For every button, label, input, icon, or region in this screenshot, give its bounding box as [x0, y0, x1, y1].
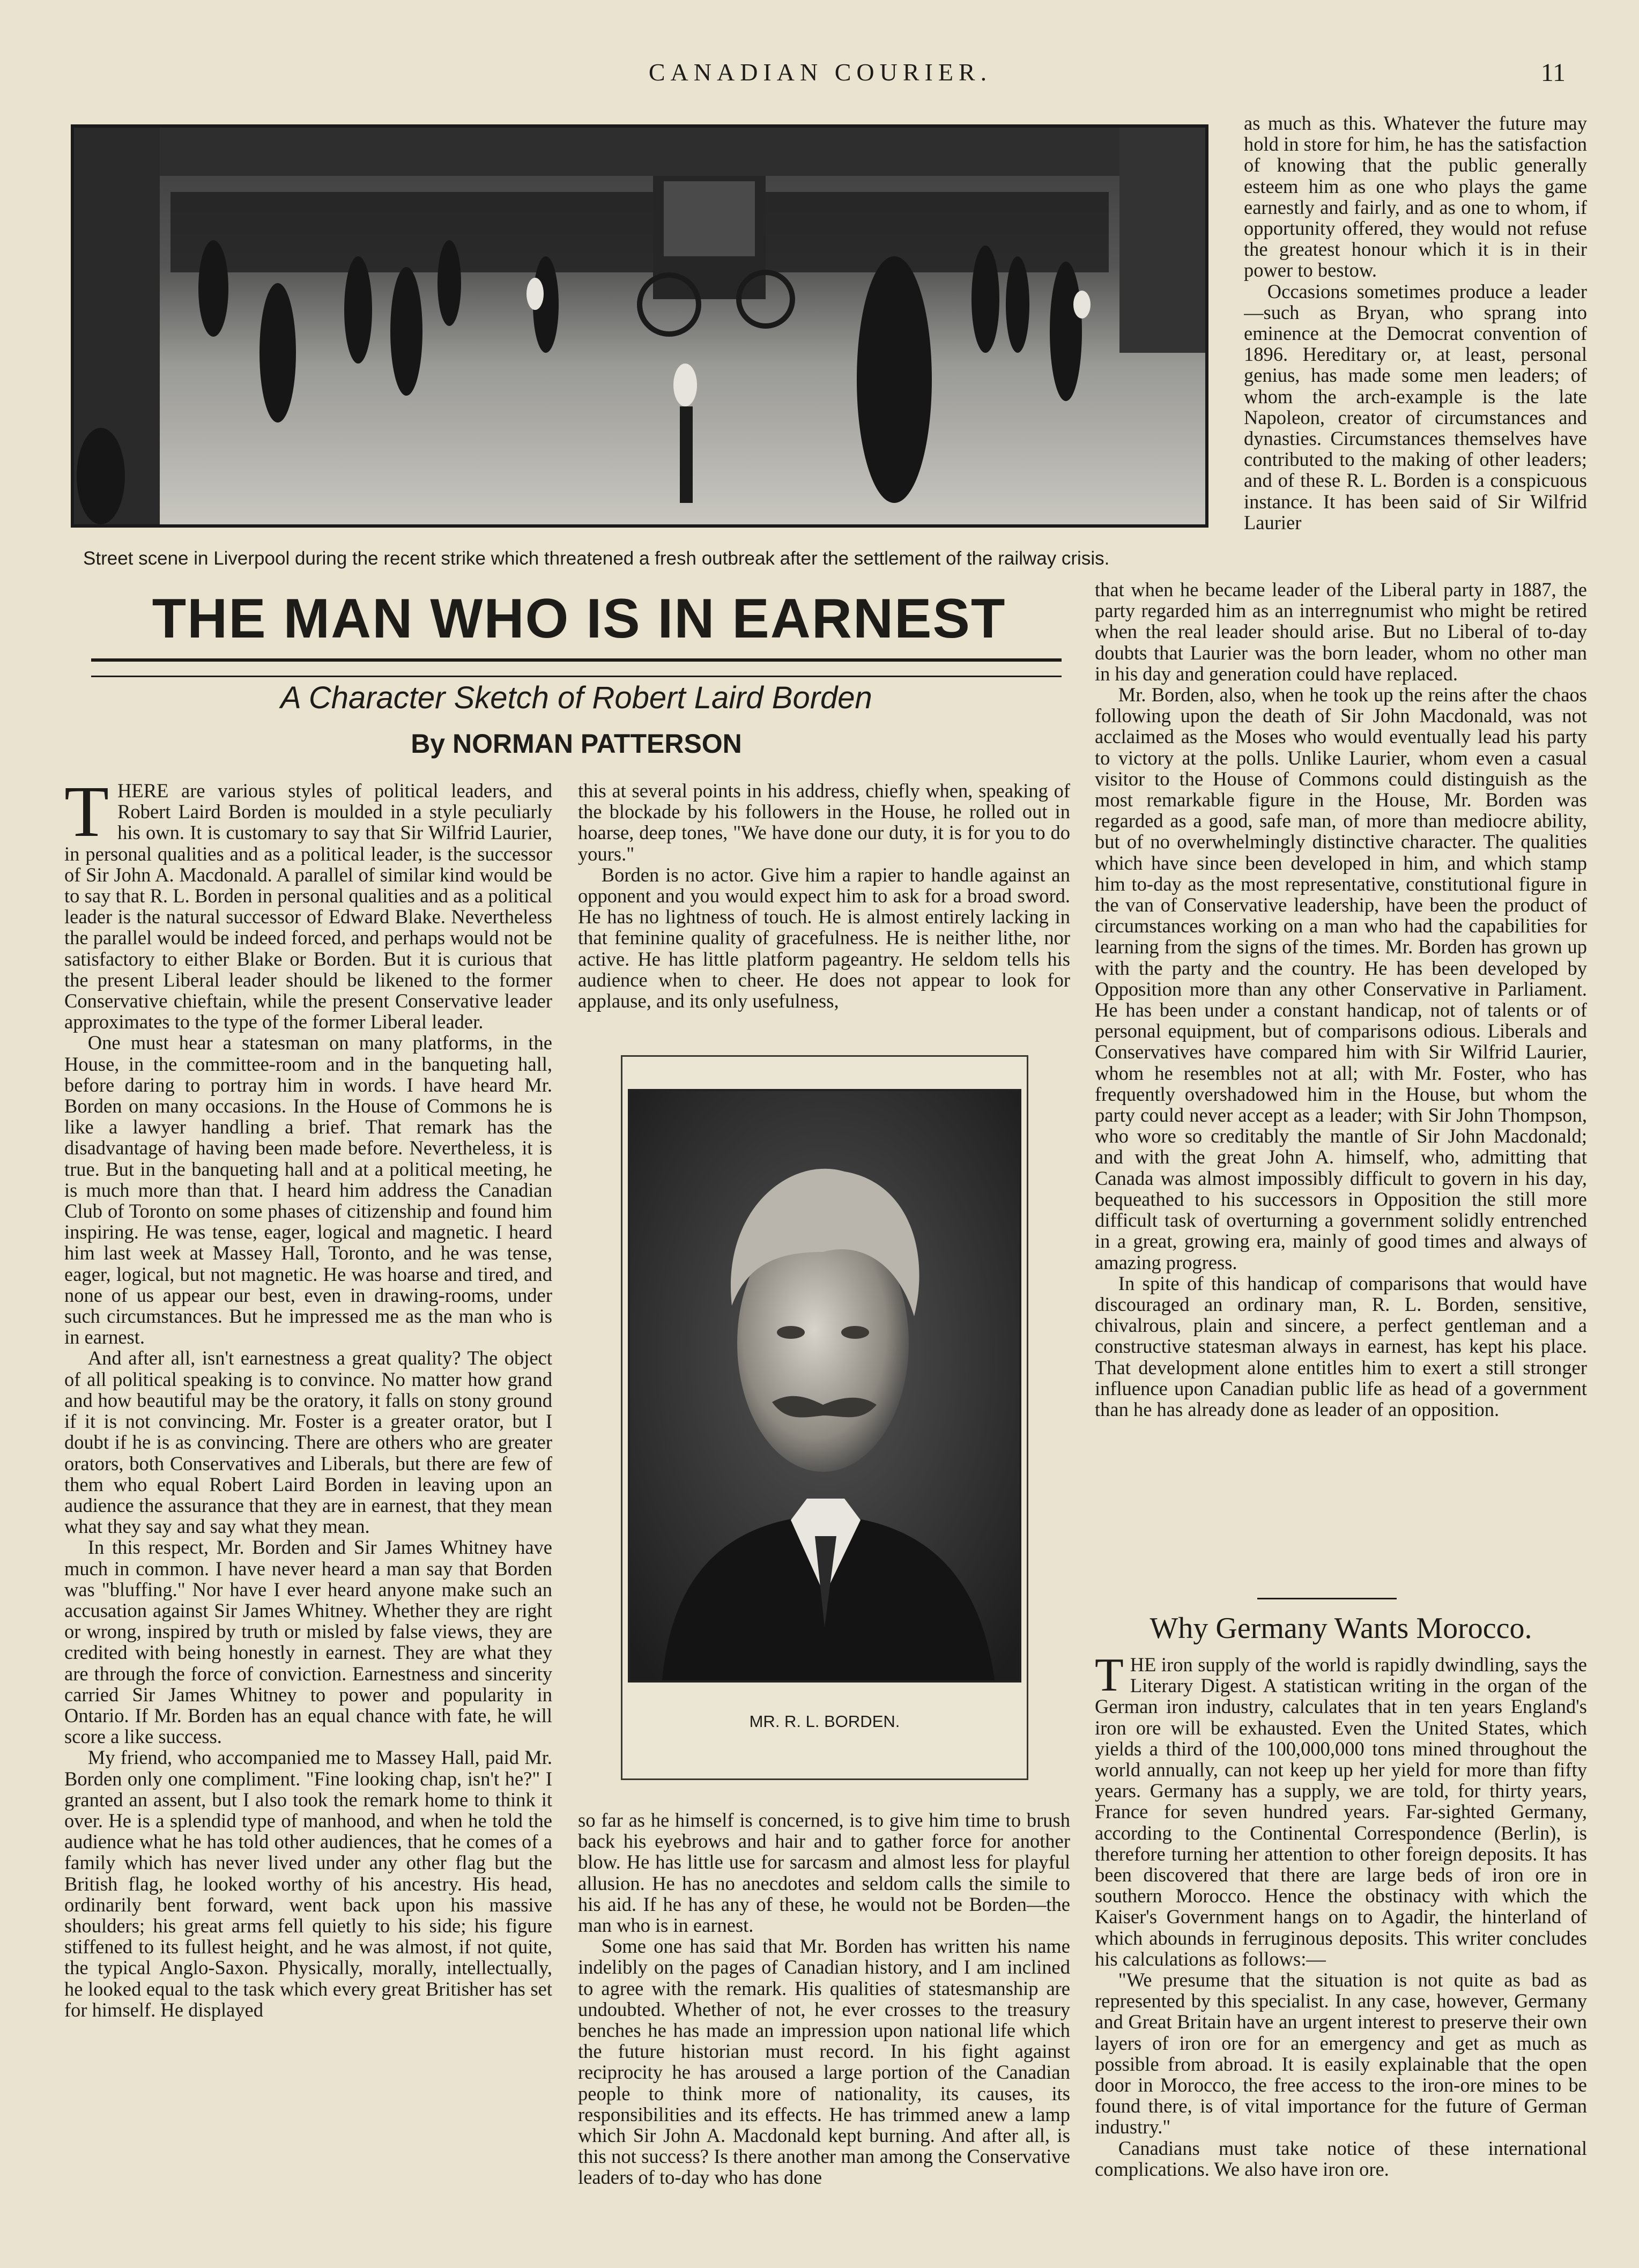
article-paragraph: that when he became leader of the Liberal party in 1887, the party regarded him as an interregnumist who might be retired when the real leader should arise. But no Liberal of to-day doubts that Laurier was the born leader, whom no other man in his day and generation could have replaced.: [1095, 579, 1587, 685]
section-divider: [1257, 1598, 1397, 1599]
article-paragraph: Mr. Borden, also, when he took up the reins after the chaos following upon the death of Sir John Macdonald, was not acclaimed as the Moses who would eventually lead his party to victory at the polls. Unlike Laurier, whom even a casual visitor to the House of Commons could distinguish as the most remarkable figure in the House, Mr. Borden was regarded as a good, safe man, of more than mediocre ability, but of no overwhelmingly distinctive character. The qualities which have since been developed in him, and which stamp him to-day as the most representative, constitutional figure in the van of Conservative leadership, have been the product of circumstances working on a man who had the capabilities for learning from the signs of the times. Mr. Borden has grown up with the party and the country. He has been developed by Opposition more than any other Conservative in Parliament. He has been under a constant handicap, not of talents or of personal equipment, but of comparisons odious. Liberals and Conservatives have compared him with Sir Wilfrid Laurier, whom he resembles not at all; with Mr. Foster, who has frequently overshadowed him in the House, but whom the party could never accept as a leader; with Sir John Thompson, who wore so creditably the mantle of Sir John Macdonald; and with the great John A. himself, who, admitting that Canada was almost impossibly difficult to govern in his day, bequeathed to his successors in Opposition the still more difficult task of overturning a government solidly entrenched in a great, growing era, mainly of good times and always of amazing progress.: [1095, 684, 1587, 1273]
article-subtitle: A Character Sketch of Robert Laird Borden: [280, 680, 872, 715]
drop-cap: T: [1095, 1654, 1124, 1701]
street-scene-image: [74, 128, 1205, 524]
article-paragraph: Borden is no actor. Give him a rapier to handle against an opponent and you would expect him to ask for a broad sword. He has no lightness of touch. He is almost entirely lacking in that feminine quality of gracefulness. He is neither lithe, nor active. He has little platform pageantry. He seldom tells his audience when to cheer. He does not appear to look for applause, and its only usefulness,: [578, 863, 1070, 1012]
article-paragraph: One must hear a statesman on many platforms, in the House, in the committee-room and in the banqueting hall, before daring to portray him in words. I have heard Mr. Borden on many occasions. In the House of Commons he is like a lawyer handling a brief. That remark has the disadvantage of having been made before. Nevertheless, it is true. But in the banqueting hall and at a political meeting, he is much more than that. I heard him address the Canadian Club of Toronto on some phases of citizenship and found him inspiring. He was tense, eager, logical and magnetic. I heard him last week at Massey Hall, Toronto, and he was tense, eager, logical, but not magnetic. He was hoarse and tired, and none of us appear our best, even in drawing-rooms, under such circumstances. But he impressed me as the man who is in earnest.: [64, 1032, 552, 1348]
sidebar-paragraph: Canadians must take notice of these international complications. We also have iron ore.: [1095, 2137, 1587, 2180]
article-paragraph: My friend, who accompanied me to Massey Hall, paid Mr. Borden only one compliment. "Fine looking chap, isn't he?" I granted an assent, but I also took the remark home to think it over. He is a splendid type of manhood, and when he told the audience what he has told other audiences, that he comes of a family which has never lived under any other flag but the British flag, he looked worthy of his ancestry. His head, ordinarily bent forward, went back upon his massive shoulders; his great arms fell quietly to his side; his figure stiffened to its fullest height, and he was almost, if not quite, the typical Anglo-Saxon. Physically, morally, intellectually, he looked equal to the task which every great Britisher has set for himself. He displayed: [64, 1746, 552, 2021]
article-paragraph: so far as he himself is concerned, is to give him time to brush back his eyebrows and hair and to gather force for another blow. He has little use for sarcasm and almost less for playful allusion. He has no anecdotes and seldom calls the simile to his aid. If he has any of these, he would not be Borden—the man who is in earnest.: [578, 1810, 1070, 1937]
article-byline: By NORMAN PATTERSON: [411, 729, 742, 759]
article-column-2-bottom: [578, 1810, 1070, 2260]
article-paragraph: In spite of this handicap of comparisons that would have discouraged an ordinary man, R. L. Borden, sensitive, chivalrous, plain and sincere, a perfect gentleman and a constructive statesman always in earnest, has kept his place. That development alone entitles him to exert a still stronger influence upon Canadian public life as head of a government than he has already done as leader of an opposition.: [1095, 1272, 1587, 1420]
page-header: [0, 58, 1639, 95]
article-column-3-middle: [1095, 579, 1587, 1590]
title-rule: [91, 658, 1062, 677]
portrait-caption: MR. R. L. BORDEN.: [749, 1712, 900, 1731]
article-column-3-top: [1244, 113, 1587, 584]
portrait-photo: [628, 1089, 1021, 1683]
article-paragraph: this at several points in his address, chiefly when, speaking of the blockade by his followers in the House, he rolled out in hoarse, deep tones, "We have done our duty, it is for you to do yours.": [578, 780, 1070, 865]
portrait-image: [630, 1091, 1019, 1680]
article-paragraph: In this respect, Mr. Borden and Sir James Whitney have much in common. I have never heard a man say that Borden was "bluffing." Nor have I ever heard anyone make such an accusation against Sir James Whitney. Whether they are right or wrong, inspired by truth or misled by false views, they are credited with being honestly in earnest. They are what they are through the force of conviction. Earnestness and sincerity carried Sir James Whitney to power and popularity in Ontario. If Mr. Borden has an equal chance with fate, he will score a like success.: [64, 1536, 552, 1748]
street-scene-photo: [71, 124, 1208, 528]
article-paragraph: Occasions sometimes produce a leader—such as Bryan, who sprang into eminence at the Democrat convention of 1896. Hereditary or, at least, personal genius, has made some men leaders; of whom the arch-example is the late Napoleon, creator of circumstances and dynasties. Circumstances themselves have contributed to the making of other leaders; and of these R. L. Borden is a conspicuous instance. It has been said of Sir Wilfrid Laurier: [1244, 280, 1587, 533]
photo-caption: Street scene in Liverpool during the recent strike which threatened a fresh outbreak after the settlement of the railway crisis.: [83, 548, 1110, 569]
masthead: CANADIAN COURIER.: [648, 58, 992, 86]
article-paragraph: [64, 780, 552, 1032]
article-paragraph: And after all, isn't earnestness a great quality? The object of all political speaking is to convince. No matter how grand and how beautiful may be the oratory, it falls on stony ground if it is not convincing. Mr. Foster is a greater orator, but I doubt if he is as convincing. There are others who are greater orators, both Conservatives and Liberals, but there are few of them who equal Robert Laird Borden in leaving upon an audience the assurance that they are in earnest, that they mean what they say and say what they mean.: [64, 1347, 552, 1538]
paragraph-text: HE iron supply of the world is rapidly dwindling, says the Literary Digest. A statistican writing in the organ of the German iron industry, calculates that in ten years England's iron ore will be exhausted. Even the United States, which yields a third of the 100,000,000 tons mined throughout the world annually, can not keep up her yield for more than fifty years. Germany has a supply, we are told, for thirty years, France for seven hundred years. Far-sighted Germany, according to the Continental Correspondence (Berlin), is therefore turning her attention to other foreign deposits. It has been discovered that there are large beds of iron ore in southern Morocco. Hence the obstinacy with which the Kaiser's Government hangs on to Agadir, the hinterland of which abounds in ferruginous deposits. This writer concludes his calculations as follows:—: [1095, 1654, 1587, 1970]
page-number: 11: [1540, 58, 1566, 87]
paragraph-text: HERE are various styles of political leaders, and Robert Laird Borden is moulded in a style peculiarly his own. It is customary to say that Sir Wilfrid Laurier, in personal qualities and as a political leader, is the successor of Sir John A. Macdonald. A parallel of similar kind would be to say that R. L. Borden in personal qualities and as a political leader is the natural successor of Edward Blake. Nevertheless the parallel would be indeed forced, and perhaps would not be satisfactory to either Blake or Borden. But it is curious that the present Liberal leader should be likened to the former Conservative chieftain, while the present Conservative leader approximates to the type of the former Liberal leader.: [64, 780, 552, 1033]
sidebar-paragraph: [1095, 1654, 1587, 1969]
sidebar-article: [1095, 1654, 1587, 2263]
portrait-figure: [621, 1055, 1028, 1780]
article-paragraph: Some one has said that Mr. Borden has written his name indelibly on the pages of Canadian history, and I am inclined to agree with the remark. His qualities of statesmanship are undoubted. Whether of not, he ever crosses to the treasury benches he has made an impression upon national life which the future historian must record. In his fight against reciprocity he has aroused a large portion of the Canadian people to think more of nationality, its causes, its responsibilities and its effects. He has trimmed anew a lamp which Sir John A. Macdonald kept burning. And after all, is this not success? Is there another man among the Conservative leaders of to-day who has done: [578, 1935, 1070, 2189]
article-column-1: [64, 780, 552, 2260]
sidebar-paragraph: "We presume that the situation is not quite as bad as represented by this specialist. In any case, however, Germany and Great Britain have an urgent interest to preserve their own layers of iron ore for an emergency and get as much as possible from abroad. It is easily explainable that the open door in Morocco, the free access to the iron-ore mines to be found there, is of vital importance for the future of German industry.": [1095, 1969, 1587, 2138]
drop-cap: T: [64, 780, 109, 852]
sidebar-heading: Why Germany Wants Morocco.: [1149, 1612, 1532, 1645]
article-paragraph: as much as this. Whatever the future may hold in store for him, he has the satisfaction of knowing that the public generally esteem him as one who plays the game earnestly and fairly, and as one to whom, if opportunity offered, they would not refuse the greatest honour which it is in their power to bestow.: [1244, 113, 1587, 281]
article-title: THE MAN WHO IS IN EARNEST: [152, 588, 1006, 650]
article-column-2-top: [578, 780, 1070, 1032]
